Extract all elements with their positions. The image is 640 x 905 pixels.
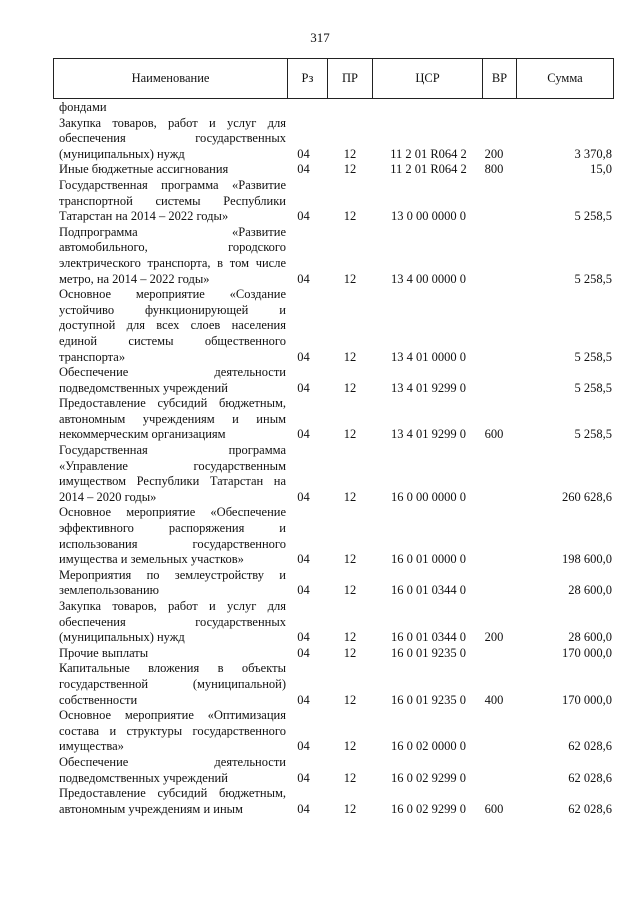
row-name-line: Иные бюджетные ассигнования [59, 162, 229, 177]
row-sum: 15,0 [590, 162, 612, 177]
row-pr: 12 [343, 552, 357, 567]
row-name-line: Прочие выплаты [59, 645, 149, 660]
row-pr: 12 [343, 146, 357, 161]
table-row [59, 225, 619, 287]
table-row [59, 505, 619, 567]
row-pr: 12 [343, 770, 357, 785]
row-name [59, 661, 286, 708]
row-sum: 62 028,6 [568, 739, 612, 754]
table-row [59, 443, 619, 505]
table-row [59, 116, 619, 163]
row-pr: 12 [343, 162, 357, 177]
row-name-line: Мероприятия по землеустройству и [59, 567, 286, 582]
row-name [59, 396, 286, 443]
header-csr: ЦСР [373, 59, 483, 99]
row-name-line: доступной для всех слоев населения [59, 318, 286, 333]
row-rz: 04 [297, 427, 310, 442]
row-name-line: транспортной системы Республики [59, 193, 286, 208]
row-name [59, 708, 286, 755]
row-csr: 13 0 00 0000 0 [391, 209, 466, 224]
row-name-line: состава и структуры государственного [59, 723, 286, 738]
row-name-line: Предоставление субсидий бюджетным, [59, 786, 286, 801]
row-pr: 12 [343, 209, 357, 224]
row-name [59, 178, 286, 225]
table-row [59, 646, 619, 662]
table-row [59, 755, 619, 786]
row-csr: 13 4 00 0000 0 [391, 271, 466, 286]
row-name-line: имущества» [59, 739, 124, 754]
row-sum: 5 258,5 [574, 271, 612, 286]
row-vr: 800 [484, 162, 504, 177]
row-name-line: обеспечения государственных [59, 131, 286, 146]
row-name-line: Обеспечение деятельности [59, 754, 286, 769]
row-rz: 04 [297, 162, 310, 177]
row-name-line: Капитальные вложения в объекты [59, 661, 286, 676]
row-csr: 13 4 01 9299 0 [391, 380, 466, 395]
row-name [59, 505, 286, 567]
row-name-line: некоммерческим организациям [59, 427, 226, 442]
row-rz: 04 [297, 645, 310, 660]
table-row [59, 568, 619, 599]
row-name [59, 443, 286, 505]
table-row [59, 178, 619, 225]
row-name-line: Обеспечение деятельности [59, 365, 286, 380]
row-name-line: подведомственных учреждений [59, 380, 228, 395]
row-pr: 12 [343, 380, 357, 395]
row-vr: 600 [484, 427, 504, 442]
row-name [59, 365, 286, 396]
row-sum: 28 600,0 [568, 583, 612, 598]
row-rz: 04 [297, 583, 310, 598]
row-csr: 16 0 01 9235 0 [391, 645, 466, 660]
row-pr: 12 [343, 489, 357, 504]
page-number: 317 [310, 30, 330, 45]
row-name-line: автомобильного, городского [59, 240, 286, 255]
row-sum: 62 028,6 [568, 801, 612, 816]
row-csr: 16 0 02 9299 0 [391, 801, 466, 816]
row-sum: 260 628,6 [562, 489, 612, 504]
row-name-line: Закупка товаров, работ и услуг для [59, 115, 286, 130]
row-rz: 04 [297, 739, 310, 754]
header-name: Наименование [54, 59, 288, 99]
row-pr: 12 [343, 427, 357, 442]
row-pr: 12 [343, 645, 357, 660]
row-name-line: единой системы общественного [59, 333, 286, 348]
row-rz: 04 [297, 349, 310, 364]
header-vr: ВР [483, 59, 517, 99]
row-csr: 11 2 01 R064 2 [390, 146, 467, 161]
row-vr: 600 [484, 801, 504, 816]
row-pr: 12 [343, 630, 357, 645]
row-sum: 5 258,5 [574, 427, 612, 442]
row-name-line: 2014 – 2020 годы» [59, 489, 157, 504]
row-csr: 16 0 00 0000 0 [391, 489, 466, 504]
row-name-line: использования государственного [59, 536, 286, 551]
row-name-line: собственности [59, 692, 138, 707]
row-name-line: имуществом Республики Татарстан на [59, 474, 286, 489]
row-vr: 400 [484, 692, 504, 707]
header-rz: Рз [288, 59, 328, 99]
row-rz: 04 [297, 380, 310, 395]
row-sum: 5 258,5 [574, 380, 612, 395]
row-name-line: Предоставление субсидий бюджетным, [59, 396, 286, 411]
row-csr: 16 0 01 9235 0 [391, 692, 466, 707]
table-row [59, 287, 619, 365]
row-name [59, 225, 286, 287]
row-name-line: (муниципальных) нужд [59, 146, 185, 161]
row-sum: 28 600,0 [568, 630, 612, 645]
row-name-line: транспорта» [59, 349, 126, 364]
row-pr: 12 [343, 801, 357, 816]
row-sum: 62 028,6 [568, 770, 612, 785]
row-pr: 12 [343, 583, 357, 598]
row-name-line: автономным учреждениям и иным [59, 801, 243, 816]
row-csr: 16 0 01 0344 0 [391, 630, 466, 645]
row-csr: 13 4 01 0000 0 [391, 349, 466, 364]
row-rz: 04 [297, 209, 310, 224]
table-header [53, 58, 614, 99]
row-name-line: Основное мероприятие «Обеспечение [59, 505, 286, 520]
row-name-line: (муниципальных) нужд [59, 630, 185, 645]
row-rz: 04 [297, 271, 310, 286]
row-name-line: электрического транспорта, в том числе [59, 255, 286, 270]
row-csr: 16 0 02 9299 0 [391, 770, 466, 785]
row-name [59, 755, 286, 786]
row-sum: 170 000,0 [562, 645, 612, 660]
row-rz: 04 [297, 630, 310, 645]
table-row [59, 365, 619, 396]
row-sum: 5 258,5 [574, 349, 612, 364]
row-name [59, 786, 286, 817]
row-name-line: метро, на 2014 – 2022 годы» [59, 271, 210, 286]
row-name-line: Татарстан на 2014 – 2022 годы» [59, 209, 229, 224]
table-body [59, 100, 619, 817]
row-vr: 200 [484, 146, 504, 161]
row-name-line: Основное мероприятие «Оптимизация [59, 708, 286, 723]
row-sum: 170 000,0 [562, 692, 612, 707]
row-name [59, 162, 286, 178]
row-rz: 04 [297, 770, 310, 785]
row-name-line: «Управление государственным [59, 458, 286, 473]
header-pr: ПР [328, 59, 373, 99]
row-name-line: землепользованию [59, 583, 160, 598]
row-name [59, 646, 286, 662]
row-name [59, 287, 286, 365]
row-name-line: имущества и земельных участков» [59, 552, 244, 567]
row-name [59, 100, 286, 116]
row-name-line: государственной (муниципальной) [59, 676, 286, 691]
row-name-line: подведомственных учреждений [59, 770, 228, 785]
row-name-line: эффективного распоряжения и [59, 521, 286, 536]
row-name-line: Подпрограмма «Развитие [59, 224, 286, 239]
row-sum: 198 600,0 [562, 552, 612, 567]
row-csr: 13 4 01 9299 0 [391, 427, 466, 442]
row-name-line: Государственная программа «Развитие [59, 177, 286, 192]
table-row [59, 661, 619, 708]
header-sum: Сумма [517, 59, 614, 99]
row-name-line: автономным учреждениям и иным [59, 411, 286, 426]
row-name-line: фондами [59, 100, 107, 114]
row-name-line: устойчиво функционирующей и [59, 302, 286, 317]
row-name-line: Государственная программа [59, 443, 286, 458]
row-vr: 200 [484, 630, 504, 645]
row-csr: 16 0 02 0000 0 [391, 739, 466, 754]
row-pr: 12 [343, 692, 357, 707]
row-name-line: обеспечения государственных [59, 614, 286, 629]
row-rz: 04 [297, 801, 310, 816]
row-pr: 12 [343, 739, 357, 754]
table-row [59, 396, 619, 443]
table-row [59, 162, 619, 178]
row-pr: 12 [343, 349, 357, 364]
row-rz: 04 [297, 146, 310, 161]
table-row [59, 786, 619, 817]
row-name [59, 599, 286, 646]
row-name [59, 568, 286, 599]
row-rz: 04 [297, 692, 310, 707]
table-row [59, 708, 619, 755]
row-sum: 5 258,5 [574, 209, 612, 224]
row-rz: 04 [297, 489, 310, 504]
row-name-line: Основное мероприятие «Создание [59, 287, 286, 302]
row-pr: 12 [343, 271, 357, 286]
row-name-line: Закупка товаров, работ и услуг для [59, 599, 286, 613]
table-row [59, 599, 619, 646]
row-sum: 3 370,8 [574, 146, 612, 161]
row-csr: 11 2 01 R064 2 [390, 162, 467, 177]
row-csr: 16 0 01 0344 0 [391, 583, 466, 598]
table-row [59, 100, 619, 116]
row-csr: 16 0 01 0000 0 [391, 552, 466, 567]
row-name [59, 116, 286, 163]
row-rz: 04 [297, 552, 310, 567]
